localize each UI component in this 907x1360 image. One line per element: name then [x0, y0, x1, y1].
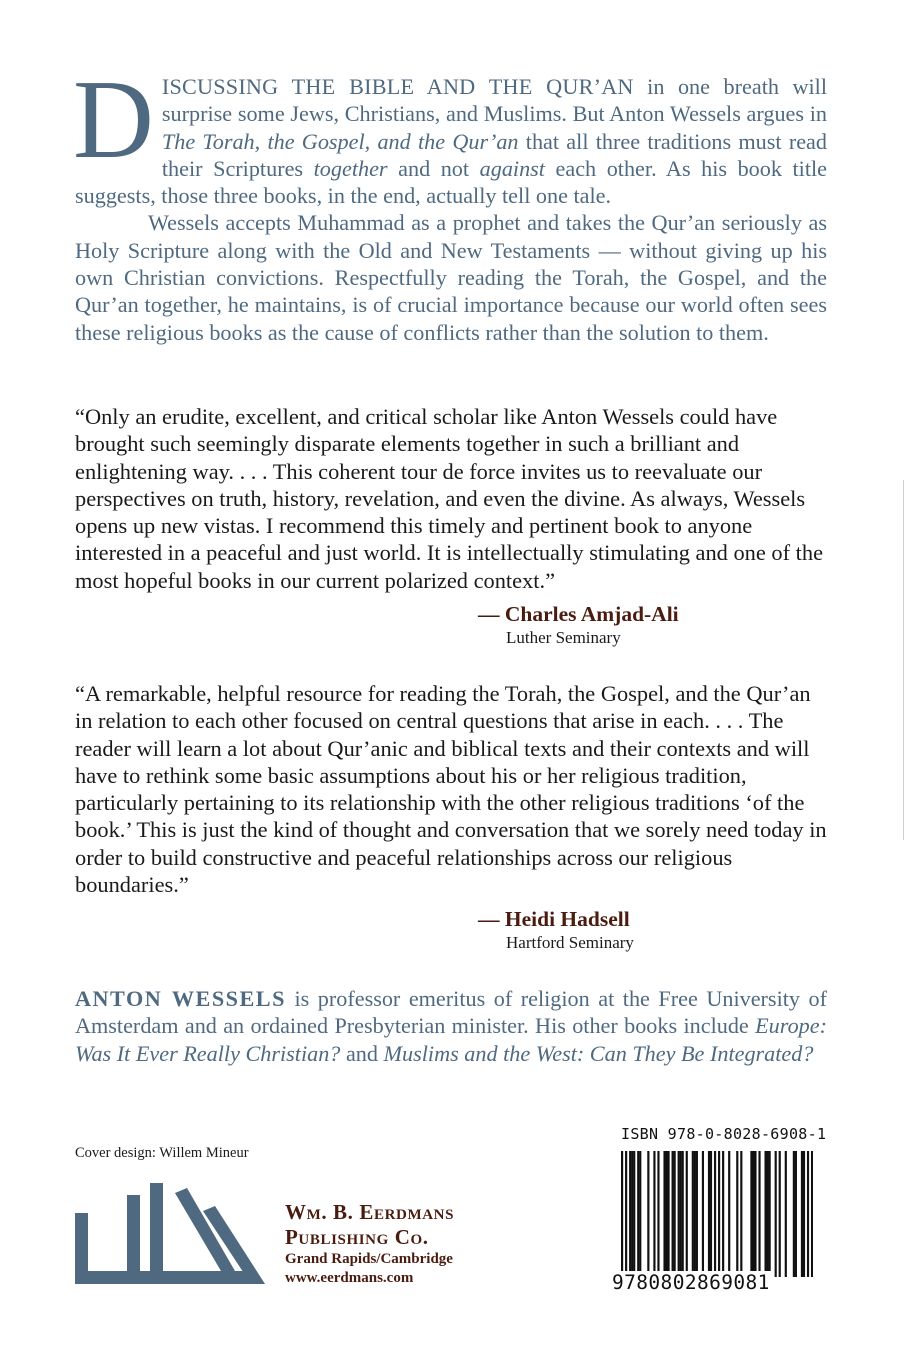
- endorsement-attribution-1: [478, 601, 679, 649]
- book-title: The Torah, the Gospel, and the Qur’an: [161, 128, 519, 154]
- isbn-barcode: [621, 1151, 813, 1277]
- barcode-bar: [714, 1151, 716, 1277]
- barcode-bar: [803, 1151, 805, 1277]
- barcode-bar: [674, 1151, 676, 1277]
- barcode-bar: [750, 1151, 752, 1277]
- barcode-bar: [629, 1151, 631, 1277]
- barcode-bar: [621, 1151, 623, 1277]
- barcode-bar: [710, 1151, 712, 1277]
- barcode-bar: [672, 1151, 674, 1277]
- barcode-bar: [663, 1151, 665, 1277]
- barcode-bar: [665, 1151, 667, 1277]
- barcode-bar: [647, 1151, 649, 1277]
- barcode-bar: [708, 1151, 710, 1277]
- barcode-bar: [680, 1151, 682, 1277]
- eerdmans-books-logo: [75, 1183, 275, 1289]
- endorser-name: — Heidi Hadsell: [478, 907, 630, 931]
- intro-paragraph-2: Wessels accepts Muhammad as a prophet and takes the Qur’an seriously as Holy Scripture along with the Old and New Testaments — without giving up his own Christian convictions. Respectfully reading the Torah, the Gospel, and the Qur’an together, he maintains, is of crucial importance because our world often sees these religious books as the cause of conflicts rather than the solution to them.: [75, 210, 827, 345]
- endorsement-attribution-2: [478, 906, 634, 954]
- barcode-bar: [686, 1151, 688, 1277]
- barcode-bar: [779, 1151, 781, 1277]
- intro-paragraph-1: DISCUSSING THE BIBLE AND THE QUR’AN in one breath will surprise some Jews, Christians, and Muslims. But Anton Wessels argues in The Torah, the Gospel, and the Qur’an that all three traditions must read their Scriptures together and not against each other. As his book title suggests, those three books, in the end, actually tell one tale.: [73, 58, 828, 209]
- barcode-bar: [811, 1151, 813, 1277]
- drop-cap: D: [73, 58, 154, 182]
- publisher-name: Wm. B. Eerdmans: [285, 1200, 455, 1224]
- page-edge-line: [903, 480, 904, 840]
- endorser-affiliation: Luther Seminary: [506, 628, 621, 647]
- barcode-bar: [718, 1151, 720, 1277]
- barcode-bar: [801, 1151, 803, 1277]
- barcode-bar: [754, 1151, 756, 1277]
- barcode-bar: [625, 1151, 627, 1277]
- barcode-bar: [722, 1151, 724, 1277]
- barcode-bar: [694, 1151, 696, 1277]
- barcode-bar: [696, 1151, 698, 1277]
- barcode-bar: [702, 1151, 704, 1277]
- endorser-name: — Charles Amjad-Ali: [478, 602, 679, 626]
- barcode-bar: [795, 1151, 797, 1277]
- barcode-bar: [793, 1151, 795, 1277]
- barcode-bar: [728, 1151, 730, 1277]
- barcode-bar: [637, 1151, 639, 1277]
- other-book-title: Europe: Was It Ever Really Christian?: [75, 1013, 827, 1066]
- barcode-bar: [667, 1151, 669, 1277]
- barcode-bar: [657, 1151, 659, 1277]
- barcode-bar: [785, 1151, 787, 1277]
- barcode-bar: [775, 1151, 777, 1277]
- barcode-bar: [764, 1151, 766, 1277]
- publisher-company: Publishing Co.: [285, 1225, 429, 1249]
- barcode-bar: [752, 1151, 754, 1277]
- barcode-bar: [769, 1151, 771, 1277]
- barcode-bar: [767, 1151, 769, 1277]
- barcode-bar: [682, 1151, 684, 1277]
- barcode-bar: [736, 1151, 738, 1277]
- barcode-bar: [807, 1151, 809, 1277]
- author-name: ANTON WESSELS: [75, 986, 286, 1011]
- author-bio: ANTON WESSELS is professor emeritus of religion at the Free University of Amsterdam and an ordained Presbyterian minister. His other books include Europe: Was It Ever Really Christian? and Muslims and the West: Can They Be Integrated?: [75, 986, 827, 1066]
- publisher-location: Grand Rapids/Cambridge: [285, 1251, 453, 1267]
- barcode-bar: [678, 1151, 680, 1277]
- quote-text: “Only an erudite, excellent, and critical scholar like Anton Wessels could have brought such seemingly disparate elements together in such a brilliant and enlightening way. . . . This coherent tour de force invites us to reevaluate our perspectives on truth, history, revelation, and even the divine. As always, Wessels opens up new vistas. I recommend this timely and pertinent book to anyone interested in a peaceful and just world. It is intellectually stimulating and one of the most hopeful books in our current polarized context.”: [75, 404, 824, 593]
- endorser-affiliation: Hartford Seminary: [506, 933, 634, 952]
- intro-lead-caps: ISCUSSING THE BIBLE AND THE QUR’AN: [161, 74, 634, 99]
- barcode-bar: [740, 1151, 742, 1277]
- publisher-imprint: [285, 1200, 454, 1288]
- cover-design-credit: Cover design: Willem Mineur: [75, 1145, 249, 1161]
- other-book-title: Muslims and the West: Can They Be Integrated?: [383, 1040, 814, 1066]
- intro-blurb: [73, 58, 828, 346]
- quote-text: “A remarkable, helpful resource for reading the Torah, the Gospel, and the Qur’an in relation to each other focused on central questions that arise in each. . . . The reader will learn a lot about Qur’anic and biblical texts and their contexts and will have to rethink some basic assumptions about his or her religious tradition, particularly pertaining to its relationship with the other religious traditions ‘of the book.’ This is just the kind of thought and conversation that we sorely need today in order to build constructive and peaceful relationships across our religious boundaries.”: [75, 681, 827, 898]
- isbn-label: ISBN 978-0-8028-6908-1: [621, 1125, 827, 1143]
- barcode-bar: [692, 1151, 694, 1277]
- endorsement-quote-2: [75, 680, 827, 898]
- barcode-bar: [631, 1151, 633, 1277]
- barcode-bar: [639, 1151, 641, 1277]
- barcode-digits: 9780802869081: [612, 1271, 770, 1294]
- barcode-bar: [758, 1151, 760, 1277]
- endorsement-quote-1: [75, 403, 827, 594]
- publisher-website[interactable]: www.eerdmans.com: [285, 1270, 414, 1286]
- barcode-bar: [653, 1151, 655, 1277]
- barcode-bar: [633, 1151, 635, 1277]
